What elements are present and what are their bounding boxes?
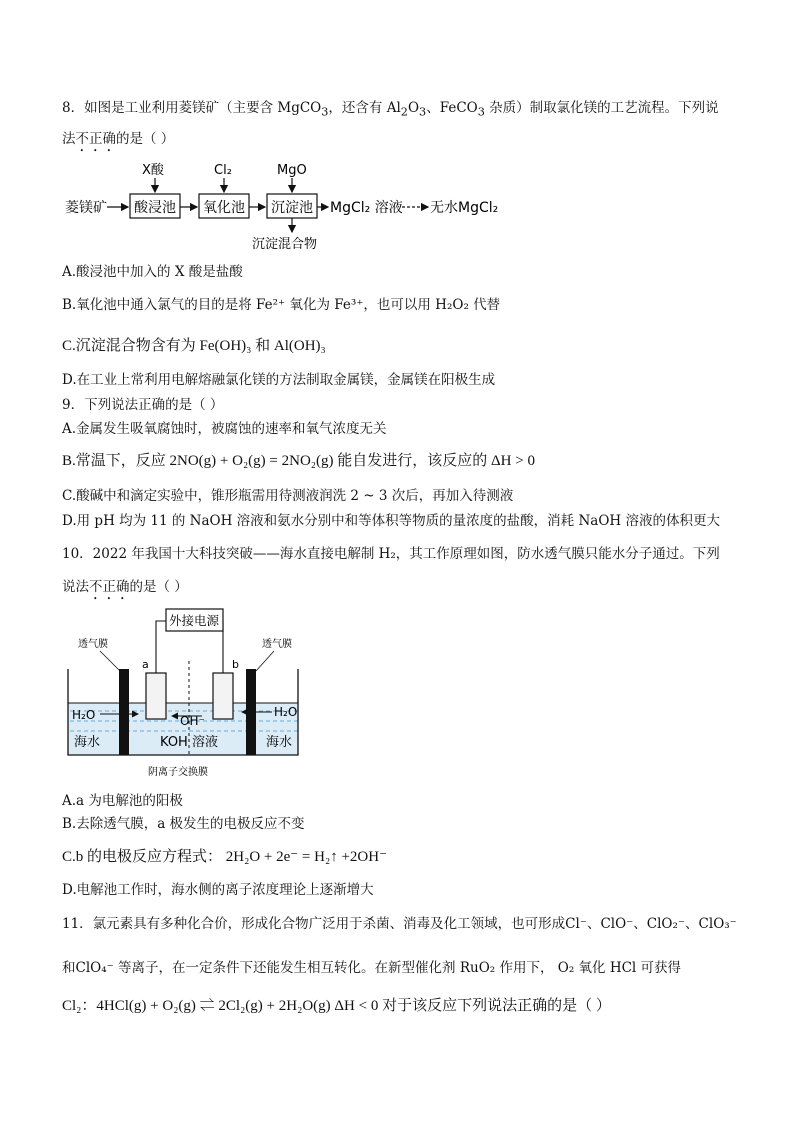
q8-stem-part: 、FeCO [426, 100, 478, 116]
q8-stem-line2 [62, 130, 174, 155]
flow-start: 菱镁矿 [65, 200, 107, 216]
seawater-right-label: 海水 [266, 735, 293, 750]
electrode-a [146, 673, 166, 719]
q10-stem-line1: 10．2022 年我国十大科技突破——海水直接电解制 H₂，其工作原理如图，防水透气膜只能水分子通过。下列 [62, 546, 720, 562]
q8-stem-part: O [407, 100, 420, 116]
q11-line1: 11．氯元素具有多种化合价，形成化合物广泛用于杀菌、消毒及化工领域，也可形成Cl⁻、ClO⁻、ClO₂⁻、ClO₃⁻ [62, 916, 737, 932]
q8-stem-part: 法 [62, 131, 76, 147]
h2o-left-label: H₂O [72, 708, 96, 722]
flow-box3-label: 沉淀池 [271, 200, 313, 216]
membrane-right-label: 透气膜 [262, 639, 292, 650]
q10-stem-line2 [62, 578, 188, 603]
flow-product-anhydrous: 无水MgCl₂ [430, 200, 499, 216]
q8-sub: 3 [419, 105, 427, 119]
q10-option-c: C.b 的电极反应方程式： 2H₂O + 2e⁻ = H₂↑ +2OH⁻ [62, 849, 387, 865]
power-supply-label: 外接电源 [169, 613, 220, 628]
gas-permeable-membrane-left [119, 669, 129, 755]
flow-product-solution: MgCl₂ 溶液 [330, 200, 403, 216]
q8-option-a: A.酸浸池中加入的 X 酸是盐酸 [62, 264, 243, 280]
q8-sub: 3 [477, 105, 485, 119]
flow-input-cl2: Cl₂ [214, 163, 232, 178]
flow-input-acid: X酸 [142, 163, 164, 178]
q8-sub: 2 [400, 105, 408, 119]
q10-stem-part: 说法 [62, 579, 89, 595]
emphasis-text: 不正确 [89, 579, 130, 595]
q8-option-d: D.在工业上常利用电解熔融氯化镁的方法制取金属镁，金属镁在阳极生成 [62, 372, 496, 388]
q10-option-d: D.电解池工作时，海水侧的离子浓度理论上逐渐增大 [62, 882, 374, 898]
q9-option-d: D.用 pH 均为 11 的 NaOH 溶液和氨水分别中和等体积等物质的量浓度的盐酸，消耗 NaOH 溶液的体积更大 [62, 513, 720, 529]
q9-option-a: A.金属发生吸氧腐蚀时，被腐蚀的速率和氧气浓度无关 [62, 421, 387, 437]
h2o-right-label: H₂O [274, 705, 298, 719]
q8-sub: 3 [321, 105, 329, 119]
q10-stem-part: 的是（ ） [129, 579, 188, 595]
q8-stem-part: ，还含有 Al [328, 100, 401, 116]
q8-option-b: B.氧化池中通入氯气的目的是将 Fe²⁺ 氧化为 Fe³⁺，也可以用 H₂O₂ 代替 [62, 297, 501, 313]
flow-box2-label: 氧化池 [203, 200, 245, 216]
hydroxide-label: OH⁻ [180, 714, 205, 728]
q9-stem: 9．下列说法正确的是（ ） [62, 397, 224, 413]
flow-input-mgo: MgO [277, 163, 307, 178]
q10-option-b: B.去除透气膜，a 极发生的电极反应不变 [62, 816, 305, 832]
flow-box1-label: 酸浸池 [134, 200, 176, 216]
emphasis-text: 不正确 [75, 131, 116, 147]
anion-exchange-membrane-caption: 阴离子交换膜 [148, 767, 208, 778]
electrolysis-cell-diagram [62, 603, 312, 783]
q9-option-b: B.常温下，反应 2NO(g) + O₂(g) = 2NO₂(g) 能自发进行，该反应的 ΔH > 0 [62, 453, 535, 469]
q10-option-a: A.a 为电解池的阳极 [62, 793, 183, 809]
q9-option-c: C.酸碱中和滴定实验中，锥形瓶需用待测液润洗 2 ~ 3 次后，再加入待测液 [62, 488, 514, 504]
process-flow-diagram [62, 158, 522, 253]
seawater-left-label: 海水 [74, 735, 101, 750]
q8-stem-part: 杂质）制取氯化镁的工艺流程。下列说 [484, 100, 719, 116]
membrane-left-label: 透气膜 [78, 639, 108, 650]
koh-solution-label: KOH 溶液 [160, 735, 218, 750]
electrode-b-label: b [232, 658, 239, 671]
electrode-a-label: a [142, 658, 149, 671]
q8-option-c: C.沉淀混合物含有为 Fe(OH)₃ 和 Al(OH)₃ [62, 338, 326, 354]
q11-line3: Cl₂：4HCl(g) + O₂(g) ⇌ 2Cl₂(g) + 2H₂O(g) ΔH < 0 对于该反应下列说法正确的是（ ） [62, 998, 611, 1014]
q8-stem-line1 [62, 99, 719, 122]
q8-stem-part: 的是（ ） [116, 131, 175, 147]
flow-byproduct: 沉淀混合物 [252, 237, 318, 252]
electrode-b [213, 673, 233, 719]
q11-line2: 和ClO₄⁻ 等离子，在一定条件下还能发生相互转化。在新型催化剂 RuO₂ 作用下， O₂ 氧化 HCl 可获得 [62, 960, 682, 976]
q8-stem-part: 8．如图是工业利用菱镁矿（主要含 MgCO [62, 100, 322, 116]
